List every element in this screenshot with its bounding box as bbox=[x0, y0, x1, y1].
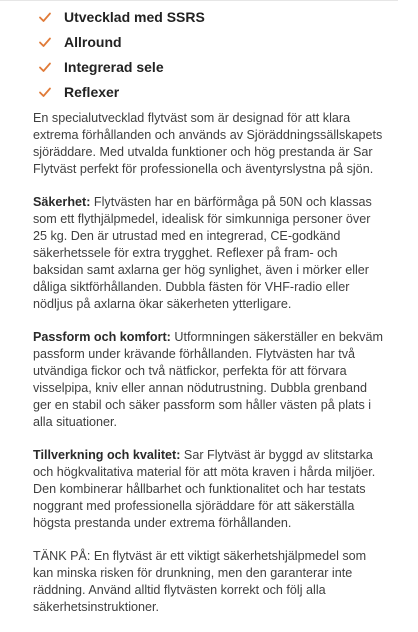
warning-paragraph: TÄNK PÅ: En flytväst är ett viktigt säkerhetshjälpmedel som kan minska risken för drunkning, men den garanterar inte räddning. Använd alltid flytvästen korrekt och följ alla säkerhetsinstruktioner. bbox=[33, 549, 367, 614]
feature-item bbox=[38, 79, 205, 104]
safety-paragraph bbox=[33, 194, 383, 313]
checkmark-icon bbox=[38, 60, 52, 74]
product-description bbox=[33, 110, 383, 632]
checkmark-icon bbox=[38, 35, 52, 49]
quality-paragraph bbox=[33, 447, 383, 532]
feature-label: Integrerad sele bbox=[64, 58, 164, 75]
quality-text: Sar Flytväst är byggd av slitstarka och högkvalitativa material för att möta kraven i hårda miljöer. Den kombinerar hållbarhet och funktionalitet och har testats noggrant med professionella sjöräddare för att säkerställa högsta prestanda under extrema förhållanden. bbox=[33, 448, 376, 530]
feature-label: Allround bbox=[64, 33, 122, 50]
safety-heading: Säkerhet: bbox=[33, 195, 91, 209]
feature-label: Utvecklad med SSRS bbox=[64, 8, 205, 25]
feature-list bbox=[38, 4, 205, 104]
feature-item bbox=[38, 4, 205, 29]
checkmark-icon bbox=[38, 85, 52, 99]
feature-item bbox=[38, 54, 205, 79]
checkmark-icon bbox=[38, 10, 52, 24]
fit-text: Utformningen säkerställer en bekväm passform under krävande förhållanden. Flytvästen har två utvändiga fickor och två nätfickor, perfekta för att förvara visselpipa, kniv eller annan nödutrustning. Dubbla grenband ger en stabil och säker passform som håller västen på plats i alla situationer. bbox=[33, 330, 383, 429]
quality-heading: Tillverkning och kvalitet: bbox=[33, 448, 181, 462]
fit-paragraph bbox=[33, 329, 383, 431]
intro-paragraph: En specialutvecklad flytväst som är designad för att klara extrema förhållanden och används av Sjöräddningssällskapets sjöräddare. Med utvalda funktioner och hög prestanda är Sar Flytväst perfekt för professionella och äventyrslystna på sjön. bbox=[33, 111, 383, 176]
top-divider bbox=[0, 0, 398, 1]
feature-label: Reflexer bbox=[64, 83, 120, 100]
feature-item bbox=[38, 29, 205, 54]
fit-heading: Passform och komfort: bbox=[33, 330, 171, 344]
safety-text: Flytvästen har en bärförmåga på 50N och klassas som ett flythjälpmedel, idealisk för simkunniga personer över 25 kg. Den är utrustad med en integrerad, CE-godkänd säkerhetssele för extra trygghet. Reflexer på fram- och baksidan samt axlarna ger hög synlighet, även i mörker eller dåliga siktförhållanden. Dubbla fästen för VHF-radio eller nödljus på axlarna ökar säkerheten ytterligare. bbox=[33, 195, 372, 311]
